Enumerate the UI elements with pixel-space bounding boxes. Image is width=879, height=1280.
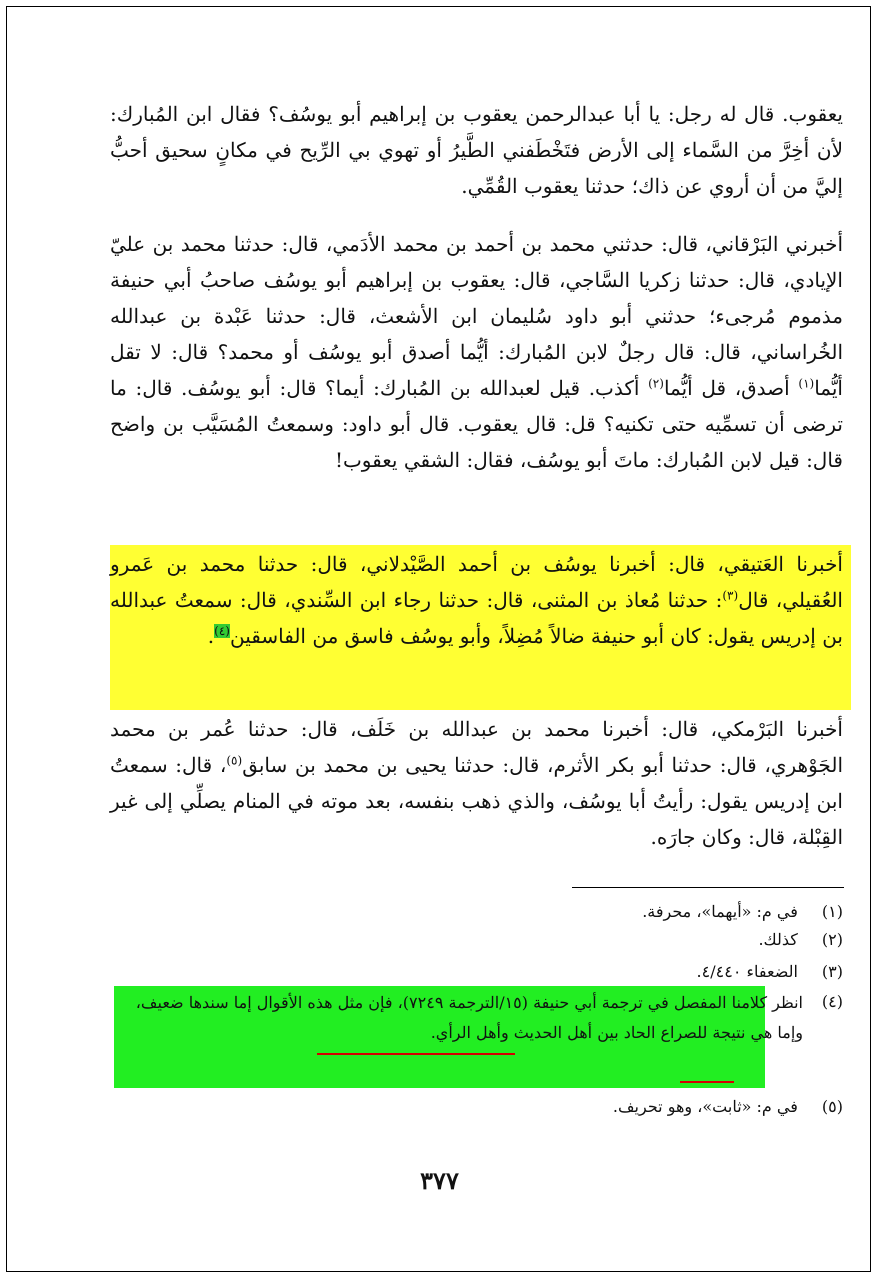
footnote-divider [572,887,844,888]
footnote-1 [110,898,843,926]
page-number: ٣٧٧ [420,1166,459,1195]
footnote-5 [110,1093,843,1121]
footnote-2-number: (٢) [821,930,843,949]
footnote-ref-2[interactable]: (٢) [648,376,664,391]
footnote-1-text: في م: «أيهما»، محرفة. [642,902,798,921]
paragraph-3-text-a: أخبرنا العَتيقي، قال: أخبرنا يوسُف بن أحمد الصَّيْدلاني، قال: حدثنا محمد بن عَمرو العُقيلي، قال [110,552,843,612]
paragraph-4 [110,711,843,855]
red-underline-2 [680,1081,734,1083]
footnote-2-text: كذلك. [758,930,798,949]
red-underline-1 [317,1053,515,1055]
paragraph-2-text-c: أكذب. قيل لعبدالله بن المُبارك: أيما؟ قال: أبو يوسُف. قال: ما ترضى أن تسمِّيه حتى تكنيه؟ قل: قال يعقوب. قال أبو داود: وسمعتُ المُسَيَّب بن واضح قال: قيل لابن المُبارك: ماتَ أبو يوسُف، فقال: الشقي يعقوب! [110,376,843,472]
paragraph-1-text: يعقوب. قال له رجل: يا أبا عبدالرحمن يعقوب بن إبراهيم أبو يوسُف؟ فقال ابن المُبارك: لأن أخِرَّ من السَّماء إلى الأرض فتَخْطَفني الطَّيرُ أو تهوي بي الرِّيح في مكانٍ سحيق أحبُّ إليَّ من أن أروي عن ذاك؛ حدثنا يعقوب القُمِّي. [110,102,843,198]
footnote-3-text: الضعفاء ٤/٤٤٠. [696,962,798,981]
footnote-1-number: (١) [821,902,843,921]
footnote-5-number: (٥) [821,1097,843,1116]
footnote-4-highlighted [110,988,843,1048]
paragraph-2-text-b: أصدق، قل أيُّما [663,376,799,400]
footnote-4-text: انظر كلامنا المفصل في ترجمة أبي حنيفة (١٥/الترجمة ٧٢٤٩)، فإن مثل هذه الأقوال إما سندها ضعيف، وإما هي نتيجة للصراع الحاد بين أهل الحديث وأهل الرأي. [135,993,803,1042]
footnote-ref-3[interactable]: (٣) [722,588,739,603]
paragraph-4-text-a: أخبرنا البَرْمكي، قال: أخبرنا محمد بن عبدالله بن خَلَف، قال: حدثنا عُمر بن محمد الجَوْهري، قال: حدثنا أبو بكر الأثرم، قال: حدثنا يحيى بن محمد بن سابق [110,717,843,777]
paragraph-3-highlighted [110,546,843,654]
footnote-3-number: (٣) [821,962,843,981]
paragraph-2-text-a: أخبرني البَرْقاني، قال: حدثني محمد بن أحمد بن محمد الأدَمي، قال: حدثنا محمد بن عليّ الإيادي، قال: حدثنا زكريا السَّاجي، قال: يعقوب بن إبراهيم أبو يوسُف صاحبُ أبي حنيفة مذموم مُرجىء؛ حدثني أبو داود سُليمان ابن الأشعث، قال: حدثنا عَبْدة بن عبدالله الخُراساني، قال: قال رجلٌ لابن المُبارك: أيُّما أصدق أبو يوسُف أو محمد؟ قال: لا تقل أيُّما [110,232,843,400]
footnote-5-text: في م: «ثابت»، وهو تحريف. [612,1097,798,1116]
footnote-ref-1[interactable]: (١) [798,376,815,391]
paragraph-4-text-b: ، قال: سمعتُ ابن إدريس يقول: رأيتُ أبا يوسُف، والذي ذهب بنفسه، بعد موته في المنام يصلِّي إلى غير القِبْلة، قال: وكان جارَه. [110,753,843,849]
footnote-ref-5[interactable]: (٥) [226,753,243,768]
paragraph-3-text-b: : حدثنا مُعاذ بن المثنى، قال: حدثنا رجاء ابن السِّندي، قال: سمعتُ عبدالله بن إدريس يقول: كان أبو حنيفة ضالاً مُضِلاً، وأبو يوسُف فاسق من الفاسقين [110,588,843,648]
footnote-ref-4[interactable]: (٤) [214,624,230,639]
paragraph-1 [110,96,843,204]
footnote-2 [110,926,843,954]
footnote-3 [110,958,843,986]
paragraph-3-text-c: . [207,624,215,648]
paragraph-2 [110,226,843,478]
footnote-4-number: (٤) [821,992,843,1011]
